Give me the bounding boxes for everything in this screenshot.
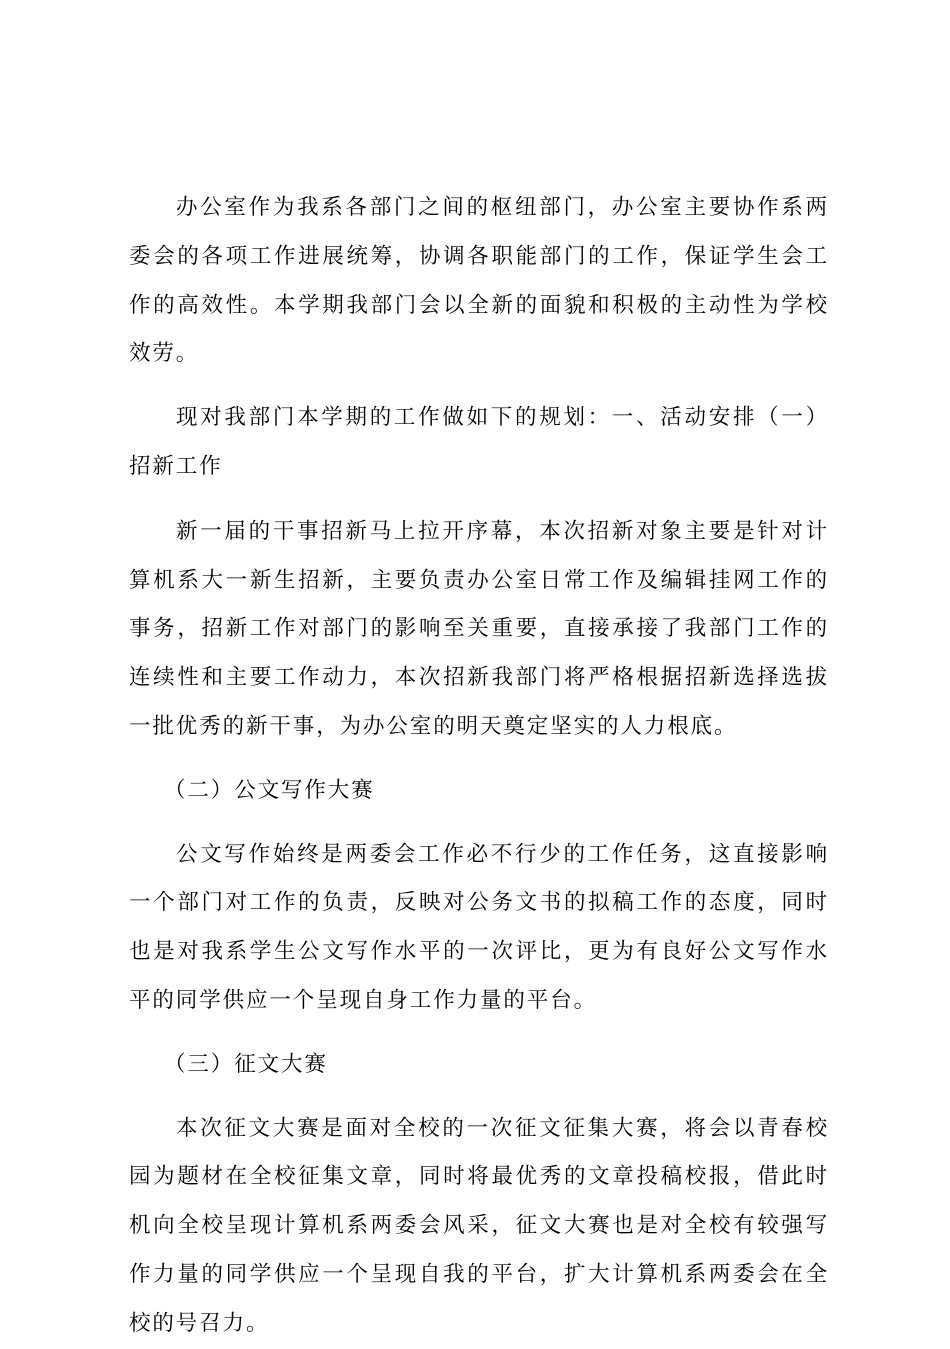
paragraph-recruitment: 新一届的干事招新马上拉开序幕，本次招新对象主要是针对计算机系大一新生招新，主要负责办公室日常工作及编辑挂网工作的事务，招新工作对部门的影响至关重要，直接承接了我部门工作的连续性和主要工作动力，本次招新我部门将严格根据招新选择选拔一批优秀的新干事，为办公室的明天奠定坚实的人力根底。 [129,518,829,739]
paragraph-plan-intro: 现对我部门本学期的工作做如下的规划：一、活动安排（一）招新工作 [129,405,829,479]
paragraph-office-role: 办公室作为我系各部门之间的枢纽部门，办公室主要协作系两委会的各项工作进展统筹，协调各职能部门的工作，保证学生会工作的高效性。本学期我部门会以全新的面貌和积极的主动性为学校效劳。 [129,195,829,367]
heading-essay-contest: （三）征文大赛 [164,1051,328,1077]
heading-writing-contest: （二）公文写作大赛 [164,777,375,803]
paragraph-writing-contest: 公文写作始终是两委会工作必不行少的工作任务，这直接影响一个部门对工作的负责，反映对公务文书的拟稿工作的态度，同时也是对我系学生公文写作水平的一次评比，更为有良好公文写作水平的同学供应一个呈现自身工作力量的平台。 [129,841,829,1013]
document-body [129,184,829,1349]
paragraph-essay-contest: 本次征文大赛是面对全校的一次征文征集大赛，将会以青春校园为题材在全校征集文章，同时将最优秀的文章投稿校报，借此时机向全校呈现计算机系两委会风采，征文大赛也是对全校有较强写作力量的同学供应一个呈现自我的平台，扩大计算机系两委会在全校的号召力。 [129,1115,829,1336]
